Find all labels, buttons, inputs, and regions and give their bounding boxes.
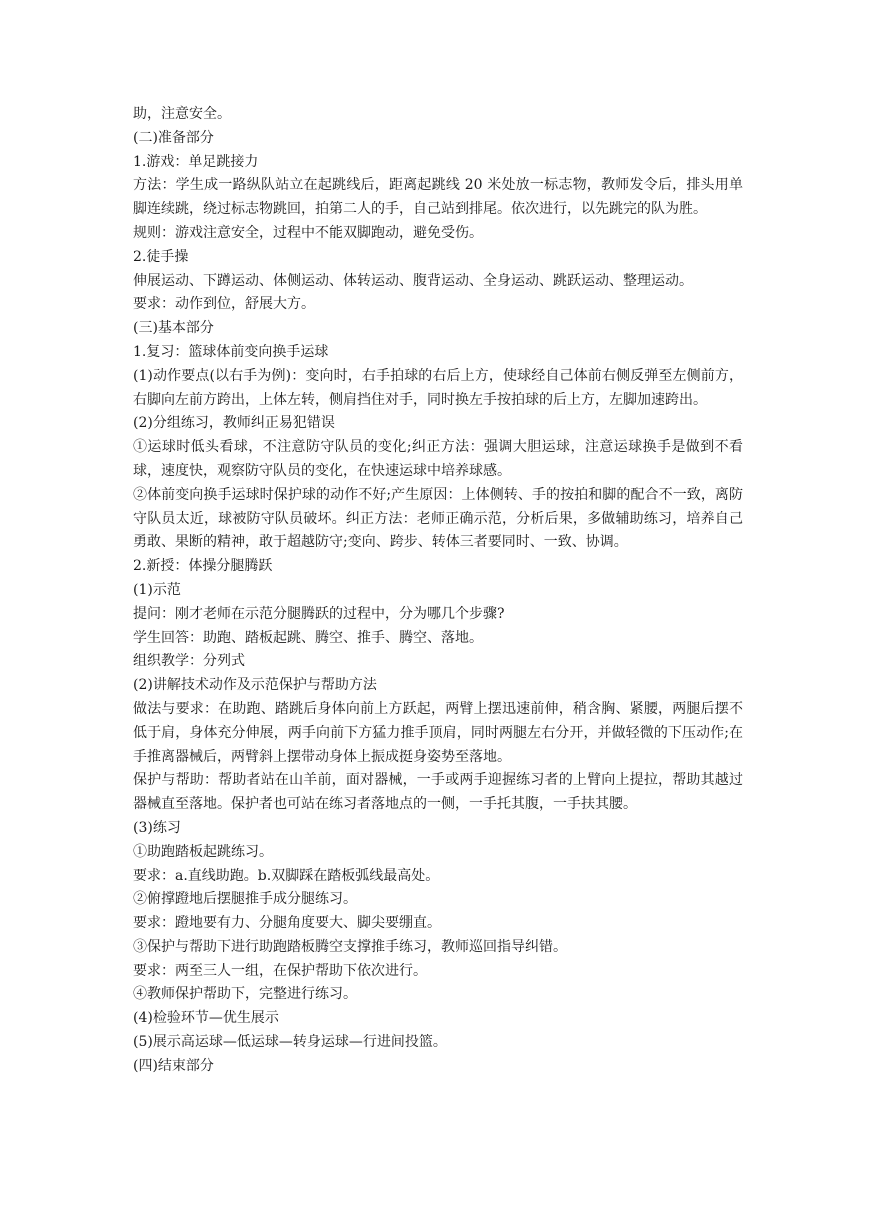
text-paragraph: ①助跑踏板起跳练习。 [133, 843, 273, 860]
text-paragraph: (2)分组练习，教师纠正易犯错误 [133, 415, 335, 432]
text-paragraph: 方法：学生成一路纵队站立在起跳线后，距离起跳线 20 米处放一标志物，教师发令后，排头用单脚连续跳，绕过标志物跳回，拍第二人的手，自己站到排尾。依次进行，以先跳完的队为胜。 [133, 177, 743, 218]
text-paragraph: 保护与帮助：帮助者站在山羊前，面对器械，一手或两手迎握练习者的上臂向上提拉，帮助其越过器械直至落地。保护者也可站在练习者落地点的一侧，一手托其腹，一手扶其腰。 [133, 772, 743, 813]
text-paragraph: ②俯撑蹬地后摆腿推手成分腿练习。 [133, 891, 357, 908]
text-paragraph: 做法与要求：在助跑、踏跳后身体向前上方跃起，两臂上摆迅速前伸，稍含胸、紧腰，两腿后摆不低于肩，身体充分伸展，两手向前下方猛力推手顶肩，同时两腿左右分开，并做轻微的下压动作;在手推离器械后，两臂斜上摆带动身体上振成挺身姿势至落地。 [133, 700, 743, 765]
text-paragraph: (1)动作要点(以右手为例)：变向时，右手拍球的右后上方，使球经自己体前右侧反弹至左侧前方，右脚向左前方跨出，上体左转，侧肩挡住对手，同时换左手按拍球的后上方，左脚加速跨出。 [133, 367, 743, 408]
subsection-heading: 2.新授：体操分腿腾跃 [133, 558, 273, 575]
section-heading: (二)准备部分 [133, 129, 214, 146]
text-paragraph: 要求：a.直线助跑。b.双脚踩在踏板弧线最高处。 [133, 867, 440, 884]
text-paragraph: ③保护与帮助下进行助跑踏板腾空支撑推手练习，教师巡回指导纠错。 [133, 938, 567, 955]
text-paragraph: (5)展示高运球—低运球—转身运球—行进间投篮。 [133, 1034, 447, 1051]
subsection-heading: 1.复习：篮球体前变向换手运球 [133, 343, 329, 360]
section-heading: (四)结束部分 [133, 1057, 214, 1074]
text-paragraph: 要求：蹬地要有力、分腿角度要大、脚尖要绷直。 [133, 915, 441, 932]
text-paragraph: (3)练习 [133, 819, 181, 836]
section-heading: (三)基本部分 [133, 320, 214, 337]
text-paragraph: 要求：两至三人一组，在保护帮助下依次进行。 [133, 962, 427, 979]
text-paragraph: (1)示范 [133, 581, 181, 598]
subsection-heading: 1.游戏：单足跳接力 [133, 153, 259, 170]
text-paragraph: (2)讲解技术动作及示范保护与帮助方法 [133, 677, 377, 694]
text-paragraph: ④教师保护帮助下，完整进行练习。 [133, 986, 357, 1003]
text-paragraph: 学生回答：助跑、踏板起跳、腾空、推手、腾空、落地。 [133, 629, 483, 646]
text-paragraph: (4)检验环节—优生展示 [133, 1010, 279, 1027]
text-paragraph: ②体前变向换手运球时保护球的动作不好;产生原因：上体侧转、手的按拍和脚的配合不一致，离防守队员太近，球被防守队员破坏。纠正方法：老师正确示范，分析后果，多做辅助练习，培养自己勇敢、果断的精神，敢于超越防守;变向、跨步、转体三者要同时、一致、协调。 [133, 486, 743, 551]
text-paragraph: 规则：游戏注意安全，过程中不能双脚跑动，避免受伤。 [133, 224, 483, 241]
text-paragraph: ①运球时低头看球，不注意防守队员的变化;纠正方法：强调大胆运球，注意运球换手是做到不看球，速度快，观察防守队员的变化，在快速运球中培养球感。 [133, 439, 743, 479]
text-paragraph: 助，注意安全。 [133, 106, 231, 122]
subsection-heading: 2.徒手操 [133, 248, 189, 265]
text-paragraph: 组织教学：分列式 [133, 653, 245, 670]
text-paragraph: 伸展运动、下蹲运动、体侧运动、体转运动、腹背运动、全身运动、跳跃运动、整理运动。 [133, 272, 693, 289]
document-page [133, 103, 743, 1079]
text-paragraph: 提问：刚才老师在示范分腿腾跃的过程中，分为哪几个步骤? [133, 605, 505, 622]
text-paragraph: 要求：动作到位，舒展大方。 [133, 296, 315, 313]
